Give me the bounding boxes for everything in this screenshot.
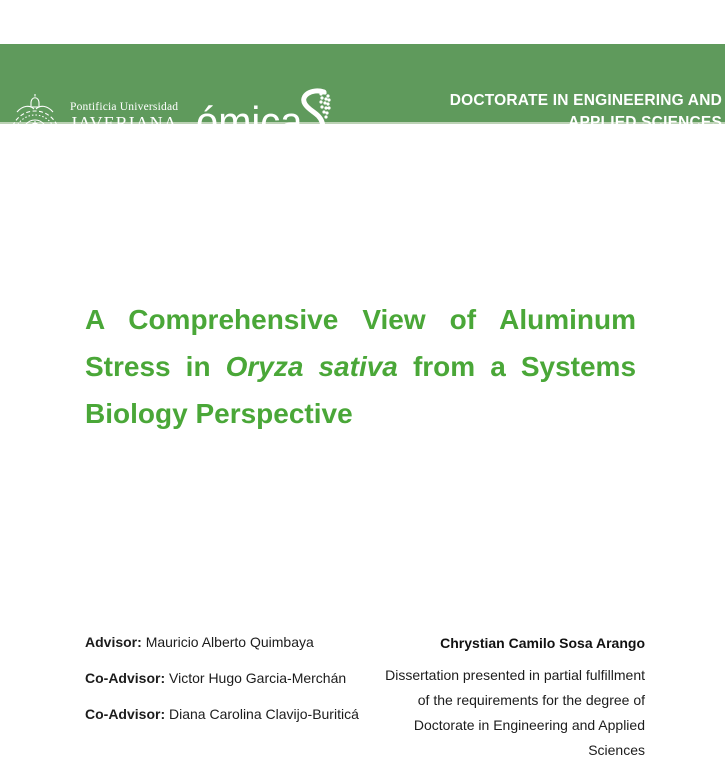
statement-line: Dissertation presented in partial fulfillment — [385, 667, 645, 683]
svg-text:IHS: IHS — [23, 129, 47, 144]
dissertation-statement — [315, 663, 645, 763]
university-name: JAVERIANA — [70, 113, 178, 133]
program-block — [430, 90, 722, 158]
program-line1: DOCTORATE IN ENGINEERING AND — [449, 92, 722, 109]
advisor-label: Co-Advisor: — [85, 706, 166, 722]
header-band — [0, 44, 725, 156]
university-pretitle: Pontificia Universidad — [70, 101, 179, 113]
author-name: Chrystian Camilo Sosa Arango — [440, 635, 645, 651]
omicas-dna-s-icon — [291, 88, 331, 166]
javeriana-crest-icon — [8, 93, 62, 164]
advisor-name: Victor Hugo Garcia-Merchán — [169, 670, 347, 686]
statement-line: Sciences — [588, 742, 645, 758]
title-line2-species-italic: Oryza sativa — [225, 351, 398, 382]
advisor-name: Diana Carolina Clavijo-Buriticá — [169, 706, 359, 722]
university-logo — [70, 101, 179, 141]
title-line-2 — [85, 343, 636, 390]
faculty-line: Faculty of Engineering and Sciences — [429, 136, 722, 156]
advisor-name: Mauricio Alberto Quimbaya — [145, 634, 314, 650]
title-line2-pre: Stress in — [85, 351, 211, 382]
statement-line: Doctorate in Engineering and Applied — [413, 717, 645, 733]
title-line-3: Biology Perspective — [85, 398, 353, 429]
title-line-1: A Comprehensive View of Aluminum — [85, 304, 636, 335]
program-line2: APPLIED SCIENCES — [568, 114, 722, 131]
advisor-label: Co-Advisor: — [85, 670, 166, 686]
title-line2-post: from a Systems — [412, 351, 637, 382]
advisor-label: Advisor: — [85, 634, 142, 650]
university-city: Cali — [160, 132, 174, 141]
statement-line: of the requirements for the degree of — [417, 692, 645, 708]
omicas-wordmark: ómica — [196, 98, 303, 145]
dissertation-title — [85, 296, 636, 437]
